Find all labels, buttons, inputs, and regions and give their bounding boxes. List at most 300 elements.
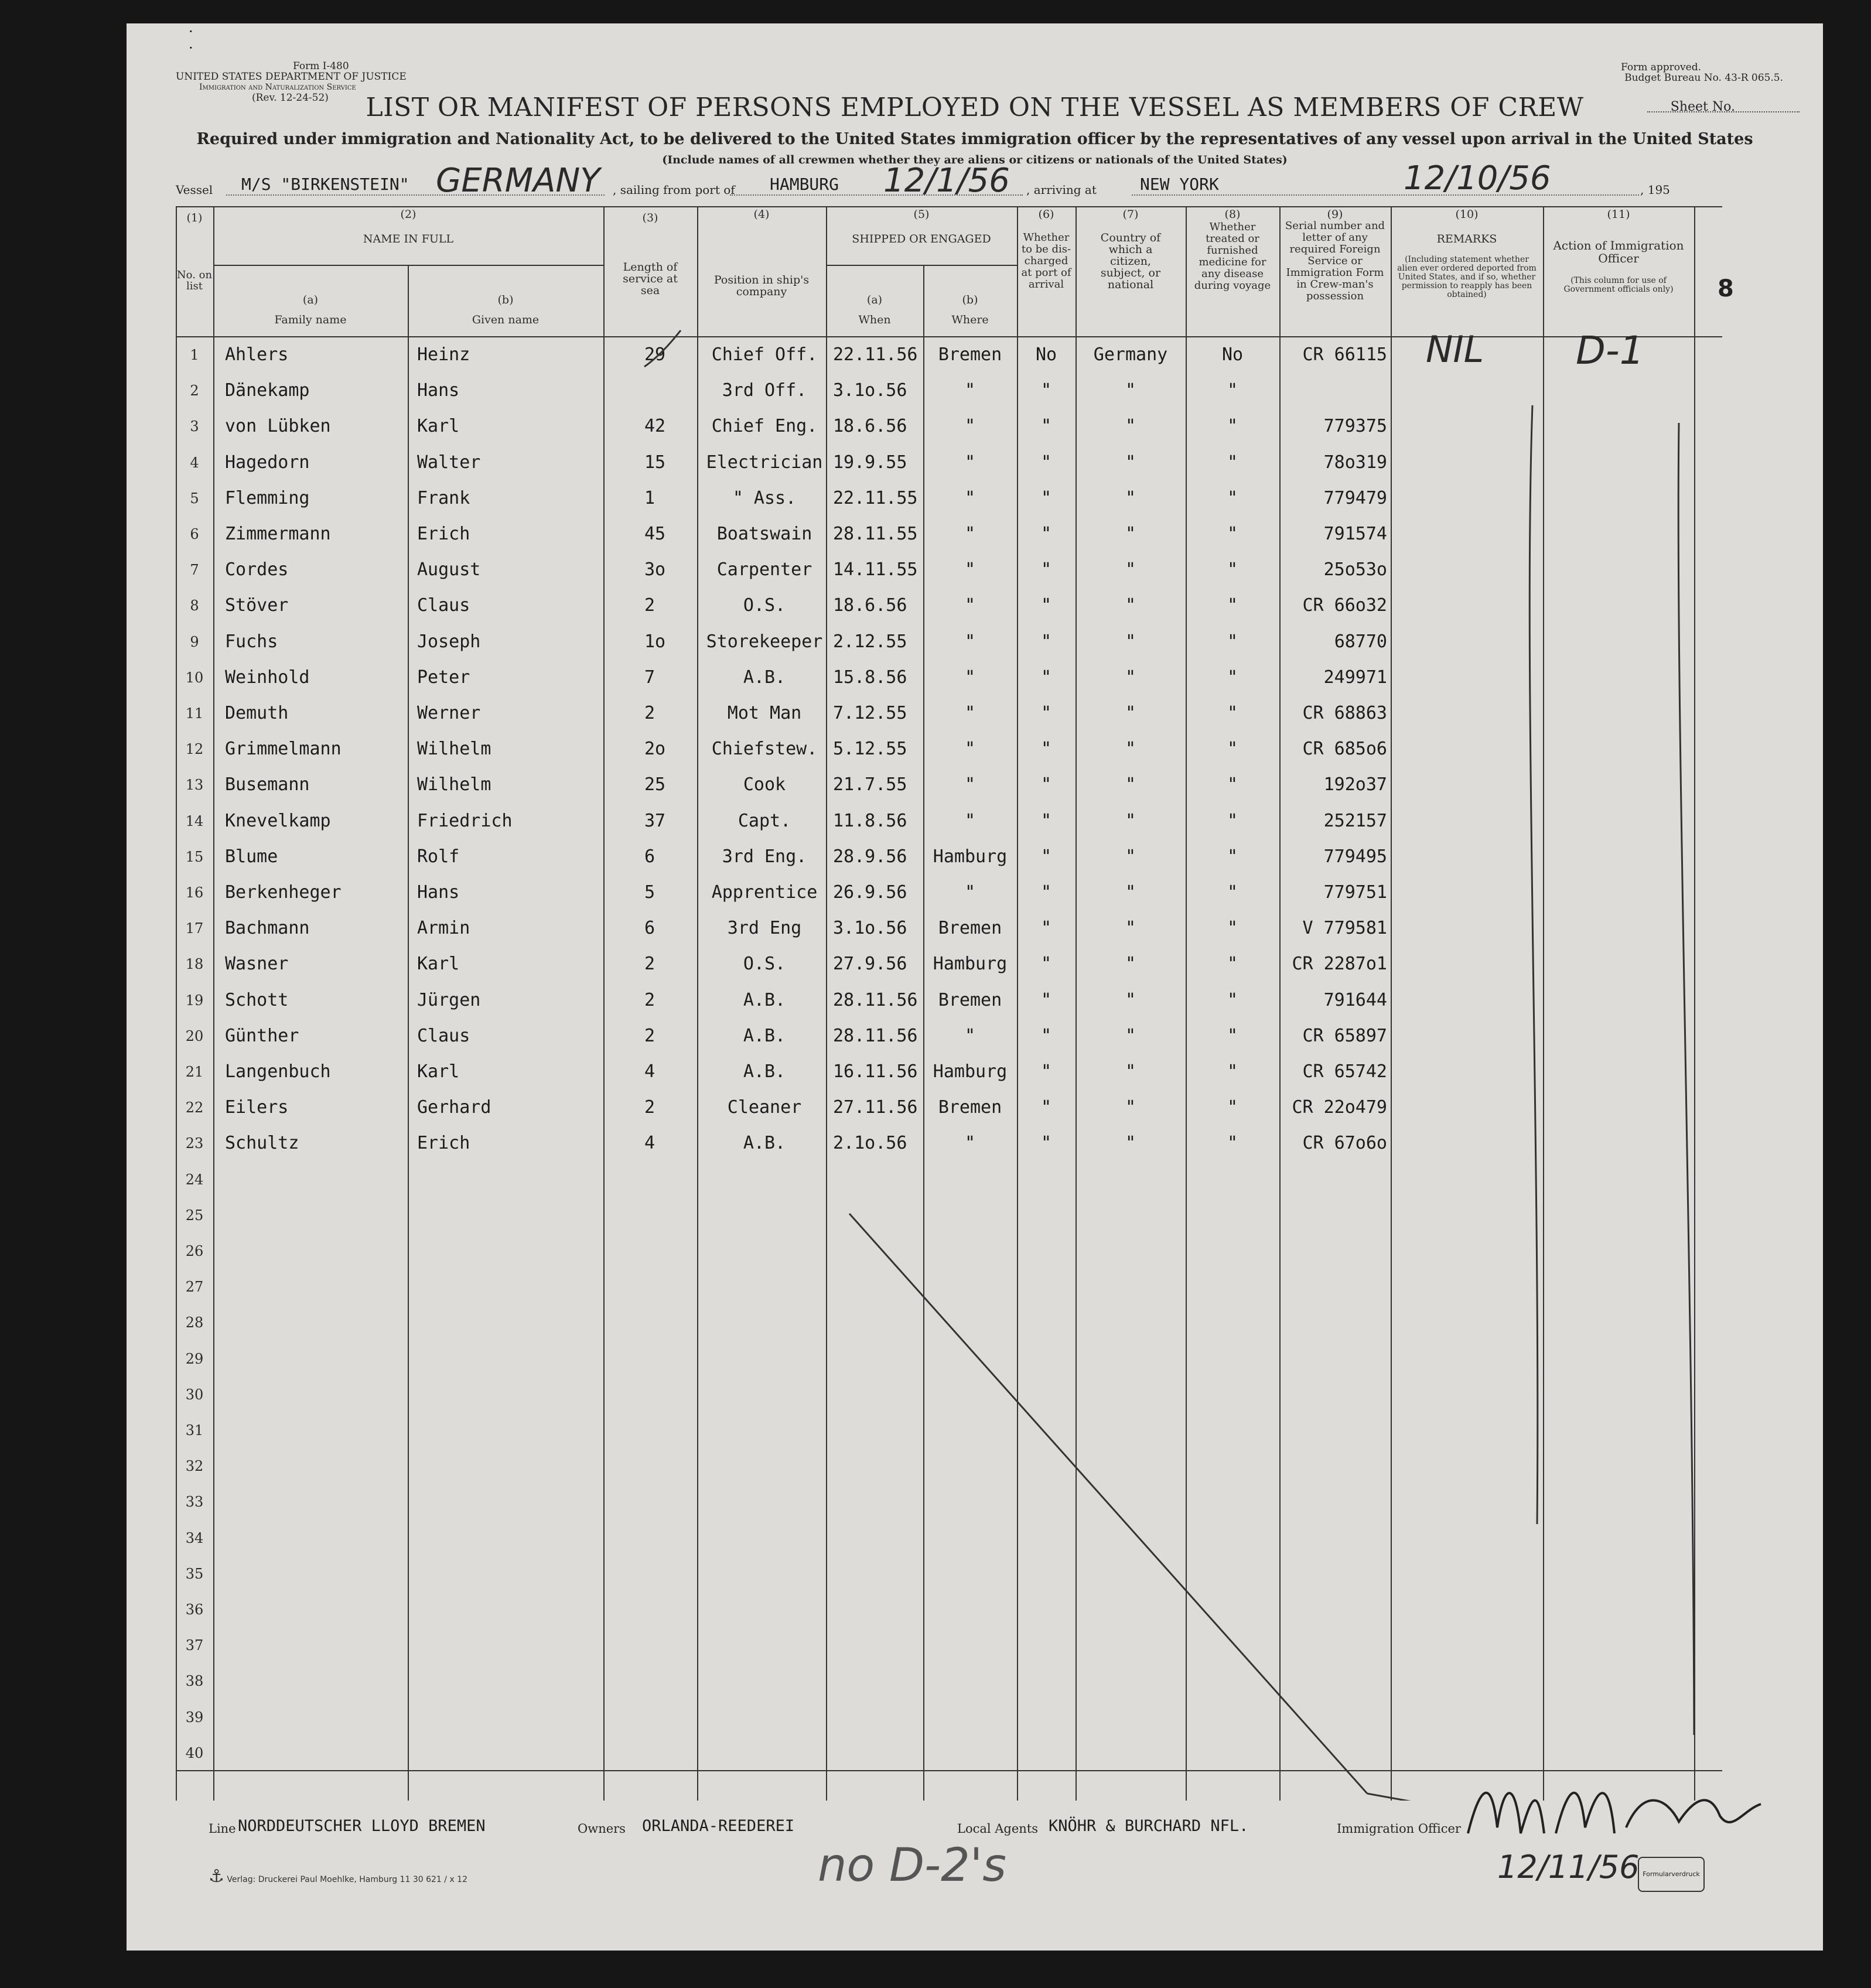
cell-serial-number: V 779581 [1302,918,1387,939]
cell-discharged: " [1040,774,1052,795]
row-number: 19 [185,992,204,1009]
cell-medicine: No [1221,344,1244,365]
form-service: Immigration and Naturalization Service [199,83,356,92]
cell-family-name: Schultz [225,1133,299,1154]
col-discharged-header: Whether to be dis-charged at port of arrival [1021,231,1071,291]
cell-service-length: 45 [644,524,666,544]
cell-family-name: Wasner [225,954,289,975]
cell-discharged: " [1040,1025,1052,1046]
page-subtitle: Required under immigration and Nationality Act, to be delivered to the United States immigration officer by the representatives of any vessel upon arrival in the United States [196,130,1753,148]
remarks-ditto-line [1529,405,1538,1524]
cell-discharged: " [1040,416,1052,437]
col-action-header: Action of Immigration Officer [1553,238,1684,265]
cell-position: Storekeeper [706,631,823,652]
cell-country: " [1125,774,1136,795]
cell-serial-number: 25o53o [1323,559,1387,580]
empty-row-number: 30 [185,1386,204,1403]
cell-family-name: Cordes [225,559,289,580]
cell-service-length: 2 [644,954,655,975]
cell-position: Boatswain [716,524,812,544]
cell-service-length: 42 [644,416,666,437]
cell-family-name: Dänekamp [225,380,310,401]
cell-given-name: Joseph [417,631,481,652]
empty-row-number: 29 [185,1350,204,1367]
col5b-num: (b) [962,293,978,306]
cell-shipped-where: Bremen [938,1097,1002,1118]
crew-table [176,206,1722,1801]
cell-discharged: " [1040,1061,1052,1082]
bottom-note-handwritten: no D-2's [818,1839,1006,1892]
cell-medicine: " [1227,1097,1238,1118]
cell-discharged: No [1035,344,1057,365]
cell-service-length: 3o [644,559,666,580]
cell-shipped-where: Bremen [938,344,1002,365]
col-given-name-header: Given name [472,313,540,326]
cell-given-name: Hans [417,882,460,903]
cell-serial-number: 779375 [1323,416,1387,437]
cell-shipped-where: " [964,631,976,652]
col2-num: (2) [400,208,416,221]
empty-row-number: 33 [185,1494,204,1511]
cell-medicine: " [1227,918,1238,939]
form-revision: (Rev. 12-24-52) [252,92,329,104]
cell-shipped-where: " [964,524,976,544]
owners-value: ORLANDA-REEDEREI [642,1817,795,1835]
cell-shipped-where: " [964,774,976,795]
cell-given-name: Jürgen [417,989,481,1010]
cell-service-length: 2 [644,595,655,616]
col9-num: (9) [1327,208,1343,221]
vessel-underline [226,194,605,196]
col-shipped-engaged-header: SHIPPED OR ENGAGED [852,233,991,245]
empty-row-number: 28 [185,1314,204,1331]
cell-country: " [1125,524,1136,544]
cell-position: Chiefstew. [711,739,818,760]
cell-country: Germany [1093,344,1168,365]
vessel-name: M/S "BIRKENSTEIN" [241,175,409,194]
cell-country: " [1125,380,1136,401]
sheet-number-label: Sheet No. [1670,100,1735,114]
manifest-sheet [127,23,1823,1951]
col6-num: (6) [1038,208,1054,221]
cell-given-name: Rolf [417,846,460,867]
cell-medicine: " [1227,380,1238,401]
cell-serial-number: 78o319 [1323,452,1387,473]
cell-discharged: " [1040,631,1052,652]
row-number: 20 [185,1027,204,1044]
col2b-num: (b) [497,293,514,306]
cell-serial-number: 249971 [1323,667,1387,688]
cell-medicine: " [1227,774,1238,795]
cell-serial-number: 779495 [1323,846,1387,867]
row-number: 18 [185,956,204,973]
owners-label: Owners [578,1822,626,1836]
cell-country: " [1125,452,1136,473]
cell-shipped-where: " [964,487,976,508]
cell-serial-number: CR 65897 [1302,1025,1387,1046]
service-tick-top [644,330,681,367]
cell-serial-number: CR 65742 [1302,1061,1387,1082]
cell-country: " [1125,810,1136,831]
cell-country: " [1125,487,1136,508]
col2a-num: (a) [302,293,319,306]
cell-family-name: Bachmann [225,918,310,939]
cell-given-name: Karl [417,1061,460,1082]
cell-country: " [1125,1061,1136,1082]
cell-position: Carpenter [716,559,812,580]
port-underline [730,194,1023,196]
cell-shipped-where: " [964,595,976,616]
cell-discharged: " [1040,989,1052,1010]
cell-family-name: Schott [225,989,289,1010]
form-number: Form I-480 [293,60,349,72]
cell-service-length: 2o [644,739,666,760]
cell-service-length: 7 [644,667,655,688]
handwritten-strokes [176,206,1722,1801]
row-number: 7 [190,562,199,579]
col-serial-number-header: Serial number and letter of any required Foreign Service or Immigration Form in Crew-man's possession [1285,220,1385,302]
cell-shipped-where: " [964,667,976,688]
cell-service-length: 25 [644,774,666,795]
cell-given-name: Walter [417,452,481,473]
cell-country: " [1125,846,1136,867]
cell-service-length: 6 [644,918,655,939]
vessel-label: Vessel [176,183,213,197]
cell-serial-number: CR 66115 [1302,344,1387,365]
empty-row-number: 34 [185,1529,204,1546]
cell-given-name: Claus [417,595,470,616]
cell-service-length: 2 [644,703,655,723]
arrival-underline [1132,194,1639,196]
empty-row-number: 27 [185,1279,204,1296]
budget-bureau-number: Budget Bureau No. 43-R 065.5. [1624,72,1783,84]
col-no-on-list-header: No. on list [176,269,213,292]
row-number: 23 [185,1135,204,1152]
cell-medicine: " [1227,882,1238,903]
immigration-officer-label: Immigration Officer [1337,1822,1461,1836]
cell-serial-number: CR 66o32 [1302,595,1387,616]
cell-service-length: 2 [644,989,655,1010]
cell-service-length: 29 [644,344,666,365]
row-number: 16 [185,884,204,901]
cell-medicine: " [1227,989,1238,1010]
margin-mark: 8 [1718,275,1734,302]
cell-family-name: Weinhold [225,667,310,688]
cell-shipped-where: " [964,882,976,903]
cell-country: " [1125,954,1136,975]
sailing-port: HAMBURG [770,175,839,194]
cell-discharged: " [1040,954,1052,975]
cell-shipped-when: 28.11.56 [833,989,918,1010]
cell-country: " [1125,631,1136,652]
cell-position: Chief Eng. [711,416,818,437]
empty-row-number: 25 [185,1207,204,1224]
row-number: 12 [185,741,204,758]
cell-service-length: 4 [644,1061,655,1082]
cell-given-name: Erich [417,1133,470,1154]
cell-family-name: Ahlers [225,344,289,365]
cell-serial-number: CR 68863 [1302,703,1387,723]
col5-num: (5) [913,208,930,221]
cell-family-name: Berkenheger [225,882,342,903]
cell-service-length: 2 [644,1097,655,1118]
cell-medicine: " [1227,452,1238,473]
row-number: 1 [190,347,199,363]
cell-family-name: Blume [225,846,278,867]
empty-row-number: 31 [185,1422,204,1439]
cell-country: " [1125,703,1136,723]
cell-position: A.B. [743,1133,786,1154]
col10-num: (10) [1455,208,1479,221]
margin-dots: · · [189,23,193,56]
cell-shipped-where: Hamburg [933,846,1008,867]
cell-shipped-when: 7.12.55 [833,703,907,723]
empty-row-number: 36 [185,1601,204,1618]
cell-discharged: " [1040,918,1052,939]
cell-service-length: 37 [644,810,666,831]
cell-shipped-when: 28.9.56 [833,846,907,867]
cell-family-name: Stöver [225,595,289,616]
col11-num: (11) [1607,208,1630,221]
cell-given-name: August [417,559,481,580]
form-approval [1621,62,1783,83]
cell-medicine: " [1227,1061,1238,1082]
cell-serial-number: CR 67o6o [1302,1133,1387,1154]
col3-num: (3) [642,211,658,224]
cell-service-length: 1 [644,487,655,508]
cell-shipped-when: 16.11.56 [833,1061,918,1082]
col-remarks-note: (Including statement whether alien ever ordered deported from United States, and if so, whether permission to reapply has been obtained) [1397,255,1537,299]
cell-position: Cleaner [727,1097,802,1118]
cell-shipped-when: 28.11.56 [833,1025,918,1046]
cell-given-name: Karl [417,416,460,437]
col-remarks-header: REMARKS [1436,233,1497,245]
cell-country: " [1125,1025,1136,1046]
col-where-header: Where [951,313,989,326]
cell-shipped-where: Bremen [938,989,1002,1010]
cell-given-name: Armin [417,918,470,939]
cell-shipped-where: " [964,1025,976,1046]
cell-shipped-where: Hamburg [933,954,1008,975]
cell-position: O.S. [743,595,786,616]
cell-given-name: Wilhelm [417,739,491,760]
cell-given-name: Gerhard [417,1097,491,1118]
cell-position: A.B. [743,989,786,1010]
cell-shipped-where: Bremen [938,918,1002,939]
cell-discharged: " [1040,1133,1052,1154]
form-department: UNITED STATES DEPARTMENT OF JUSTICE [176,71,407,83]
cell-position: Mot Man [727,703,802,723]
row-number: 2 [190,382,199,399]
row-number: 22 [185,1099,204,1116]
cell-discharged: " [1040,667,1052,688]
cell-service-length: 15 [644,452,666,473]
page-title: LIST OR MANIFEST OF PERSONS EMPLOYED ON THE VESSEL AS MEMBERS OF CREW [366,93,1584,122]
cell-shipped-where: Hamburg [933,1061,1008,1082]
cell-medicine: " [1227,416,1238,437]
cell-discharged: " [1040,559,1052,580]
cell-discharged: " [1040,452,1052,473]
action-ditto-line [1678,423,1694,1735]
cell-position: 3rd Off. [722,380,807,401]
empty-row-number: 38 [185,1673,204,1690]
cell-serial-number: 791574 [1323,524,1387,544]
col-country-header: Country of which a citizen, subject, or national [1100,231,1161,291]
cell-position: Capt. [738,810,791,831]
cell-position: A.B. [743,667,786,688]
col-family-name-header: Family name [274,313,347,326]
printer-text: Verlag: Druckerei Paul Moehlke, Hamburg 11 30 621 / x 12 [227,1875,467,1884]
cell-given-name: Karl [417,954,460,975]
cell-service-length: 2 [644,1025,655,1046]
cell-service-length: 6 [644,846,655,867]
cell-discharged: " [1040,524,1052,544]
col1-num: (1) [186,211,203,224]
cell-family-name: Hagedorn [225,452,310,473]
cell-serial-number: 779479 [1323,487,1387,508]
cell-medicine: " [1227,846,1238,867]
row-number: 8 [190,597,199,614]
cell-discharged: " [1040,846,1052,867]
row-number: 9 [190,633,199,650]
cell-shipped-when: 2.12.55 [833,631,907,652]
cell-serial-number: 791644 [1323,989,1387,1010]
cell-serial-number: CR 685o6 [1302,739,1387,760]
cell-discharged: " [1040,882,1052,903]
cell-shipped-where: " [964,559,976,580]
cell-family-name: Eilers [225,1097,289,1118]
cell-position: A.B. [743,1061,786,1082]
cell-shipped-where: " [964,1133,976,1154]
col-name-in-full-header: NAME IN FULL [363,233,454,245]
cell-position: Cook [743,774,786,795]
cell-given-name: Frank [417,487,470,508]
cell-medicine: " [1227,631,1238,652]
col8-num: (8) [1224,208,1241,221]
cell-discharged: " [1040,595,1052,616]
cell-given-name: Wilhelm [417,774,491,795]
cell-family-name: Grimmelmann [225,739,342,760]
cell-shipped-where: " [964,810,976,831]
cell-family-name: Günther [225,1025,299,1046]
cell-position: 3rd Eng [727,918,802,939]
void-diagonal-line [849,1214,1367,1794]
col-when-header: When [858,313,891,326]
cell-country: " [1125,416,1136,437]
empty-row-number: 32 [185,1458,204,1475]
arrival-date-handwritten: 12/10/56 [1404,159,1551,197]
cell-shipped-when: 2.1o.56 [833,1133,907,1154]
empty-row-number: 24 [185,1171,204,1188]
empty-row-number: 26 [185,1243,204,1259]
cell-medicine: " [1227,1133,1238,1154]
col4-num: (4) [753,208,770,221]
agents-label: Local Agents [957,1822,1039,1836]
cell-position: O.S. [743,954,786,975]
cell-position: Electrician [706,452,823,473]
cell-medicine: " [1227,595,1238,616]
cell-discharged: " [1040,1097,1052,1118]
cell-shipped-when: 3.1o.56 [833,918,907,939]
row-number: 10 [185,669,204,686]
cell-medicine: " [1227,559,1238,580]
row-number: 5 [190,490,199,507]
cell-shipped-when: 18.6.56 [833,595,907,616]
cell-discharged: " [1040,380,1052,401]
cell-country: " [1125,739,1136,760]
cell-shipped-when: 26.9.56 [833,882,907,903]
cell-given-name: Heinz [417,344,470,365]
cell-discharged: " [1040,703,1052,723]
cell-position: Chief Off. [711,344,818,365]
row-number: 6 [190,526,199,542]
empty-row-number: 40 [185,1744,204,1761]
shipping-line: NORDDEUTSCHER LLOYD BREMEN [238,1817,486,1835]
cell-family-name: Knevelkamp [225,810,331,831]
cell-service-length: 5 [644,882,655,903]
row-number: 4 [190,454,199,471]
void-diagonal-tail [1367,1794,1464,1801]
cell-shipped-where: " [964,739,976,760]
cell-medicine: " [1227,487,1238,508]
cell-given-name: Peter [417,667,470,688]
cell-medicine: " [1227,954,1238,975]
col5a-num: (a) [866,293,883,306]
cell-service-length: 4 [644,1133,655,1154]
officer-date-handwritten: 12/11/56 [1497,1849,1640,1885]
cell-serial-number: 252157 [1323,810,1387,831]
cell-shipped-when: 19.9.55 [833,452,907,473]
empty-row-number: 37 [185,1637,204,1654]
cell-position: " Ass. [732,487,797,508]
cell-shipped-when: 27.11.56 [833,1097,918,1118]
col7-num: (7) [1122,208,1139,221]
remarks-nil-handwritten: NIL [1426,328,1484,371]
cell-discharged: " [1040,487,1052,508]
cell-shipped-when: 28.11.55 [833,524,918,544]
cell-given-name: Friedrich [417,810,513,831]
sailing-date-handwritten: 12/1/56 [883,162,1010,200]
form-approved-text: Form approved. [1621,62,1701,73]
col-action-note: (This column for use of Government officials only) [1563,276,1674,294]
cell-shipped-when: 11.8.56 [833,810,907,831]
cell-medicine: " [1227,739,1238,760]
cell-given-name: Werner [417,703,481,723]
printer-logo-icon: ⚓ [209,1866,224,1887]
cell-family-name: Flemming [225,487,310,508]
cell-shipped-when: 3.1o.56 [833,380,907,401]
cell-country: " [1125,1097,1136,1118]
cell-shipped-when: 5.12.55 [833,739,907,760]
cell-medicine: " [1227,810,1238,831]
row-number: 17 [185,920,204,937]
row-number: 11 [185,705,204,722]
cell-medicine: " [1227,524,1238,544]
empty-row-number: 35 [185,1565,204,1582]
cell-medicine: " [1227,667,1238,688]
cell-position: Apprentice [711,882,818,903]
cell-given-name: Hans [417,380,460,401]
cell-shipped-when: 21.7.55 [833,774,907,795]
row-number: 15 [185,848,204,865]
cell-country: " [1125,595,1136,616]
cell-given-name: Claus [417,1025,470,1046]
include-note: (Include names of all crewmen whether they are aliens or citizens or nationals of the United States) [662,153,1288,166]
cell-shipped-where: " [964,452,976,473]
cell-position: A.B. [743,1025,786,1046]
sailing-label: , sailing from port of [613,183,735,197]
cell-shipped-where: " [964,416,976,437]
